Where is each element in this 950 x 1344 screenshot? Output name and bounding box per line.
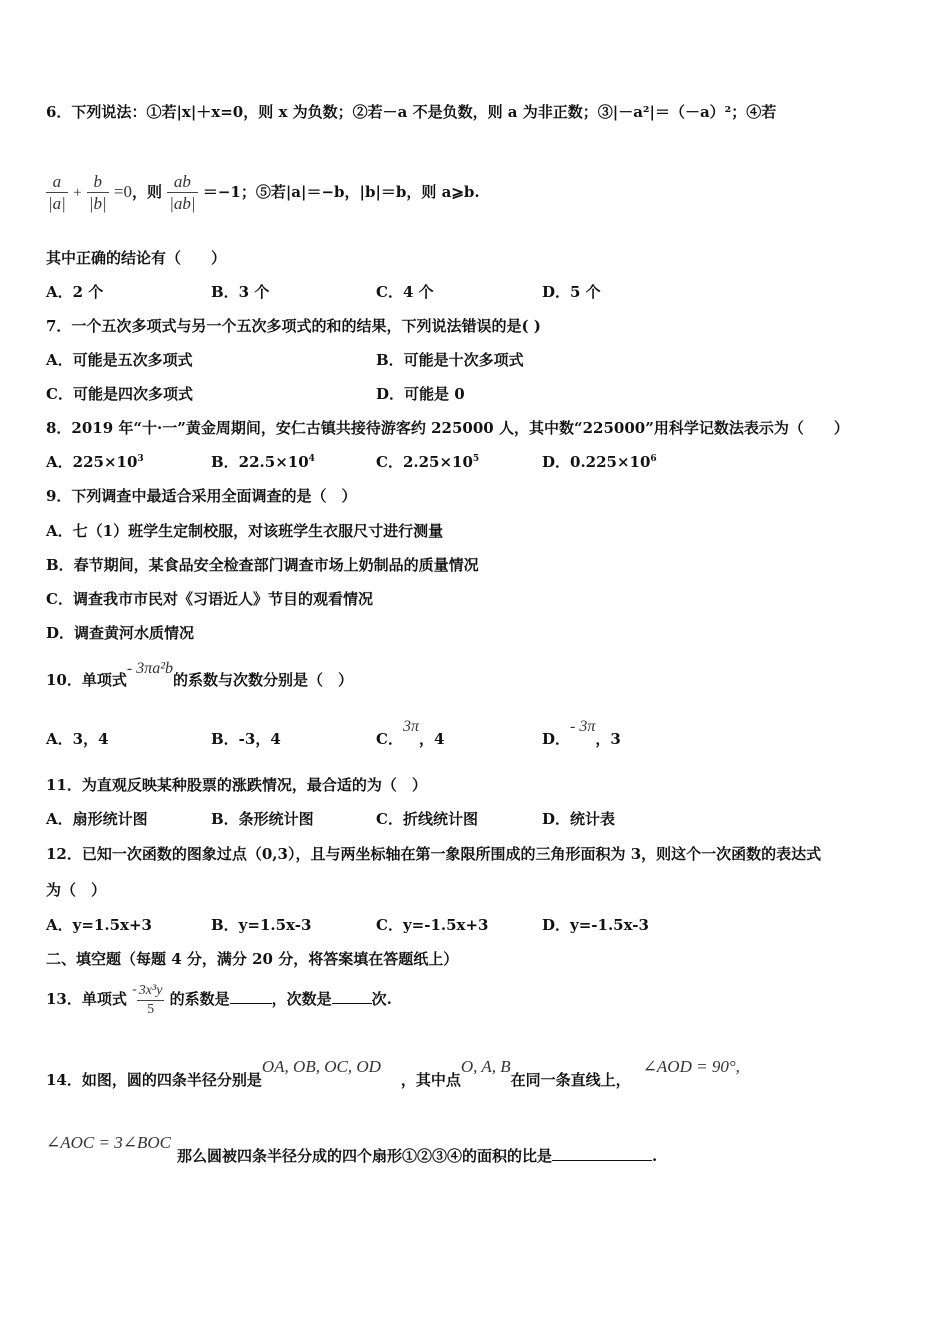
q10-option-c[interactable]: C．3π，4 — [376, 718, 445, 748]
q13-stem: 13．单项式 - $\frac{\text{3x³y}}{5}$ 的系数是 ，次数是 次. — [46, 982, 392, 1017]
q10-option-b[interactable]: B．-3，4 — [211, 730, 281, 748]
q10-option-a[interactable]: A．3，4 — [46, 730, 109, 748]
q12-option-c[interactable]: C．y=-1.5x+3 — [376, 916, 489, 934]
q14-radii: OA, OB, OC, OD — [261, 1057, 381, 1076]
q13-degree-blank[interactable] — [332, 1003, 372, 1004]
q9-option-d[interactable]: D．调查黄河水质情况 — [46, 624, 195, 642]
q8-option-d[interactable]: D．$0.225\times 10^6$ — [542, 453, 657, 471]
q14-angle-aod: ∠AOD = 90°, — [642, 1057, 740, 1076]
q9-option-c[interactable]: C．调查我市市民对《习语近人》节目的观看情况 — [46, 590, 373, 608]
q12-option-b[interactable]: B．y=1.5x-3 — [211, 916, 312, 934]
q7-option-c[interactable]: C．可能是四次多项式 — [46, 385, 193, 403]
section-fill-in-title: 二、填空题（每题 4 分，满分 20 分，将答案填在答题纸上） — [46, 950, 459, 968]
q11-option-c[interactable]: C．折线统计图 — [376, 810, 478, 828]
q9-option-a[interactable]: A．七（1）班学生定制校服，对该班学生衣服尺寸进行测量 — [46, 522, 444, 540]
q6-stem: 其中正确的结论有（ ） — [46, 249, 227, 267]
q8-option-c[interactable]: C．$2.25\times 10^5$ — [376, 453, 480, 471]
q7-stem: 7．一个五次多项式与另一个五次多项式的和的结果，下列说法错误的是( ) — [46, 317, 541, 335]
q6-option-b[interactable]: B．3 个 — [211, 283, 270, 301]
q9-option-b[interactable]: B．春节期间，某食品安全检查部门调查市场上奶制品的质量情况 — [46, 556, 479, 574]
q12-stem-line1: 12．已知一次函数的图象过点（0,3），且与两坐标轴在第一象限所围成的三角形面积为 3，则这个一次函数的表达式 — [46, 845, 822, 863]
q6-option-d[interactable]: D．5 个 — [542, 283, 601, 301]
q7-option-a[interactable]: A．可能是五次多项式 — [46, 351, 193, 369]
q11-stem: 11．为直观反映某种股票的涨跌情况，最合适的为（ ） — [46, 776, 427, 794]
q6-option-c[interactable]: C．4 个 — [376, 283, 434, 301]
fraction-ab: $\frac{ab}{|ab|}$ — [169, 171, 196, 213]
q13-coefficient-blank[interactable] — [230, 1003, 272, 1004]
q12-option-a[interactable]: A．y=1.5x+3 — [46, 916, 152, 934]
q9-stem: 9．下列调查中最适合采用全面调查的是（ ） — [46, 487, 357, 505]
q8-option-a[interactable]: A．$225\times 10^3$ — [46, 453, 144, 471]
q14-angle-aoc: ∠AOC = 3∠BOC — [46, 1133, 171, 1152]
q8-stem: 8．2019 年“十·一”黄金周期间，安仁古镇共接待游客约 225000 人，其中数“225000”用科学记数法表示为（ ） — [46, 419, 849, 437]
q11-option-d[interactable]: D．统计表 — [542, 810, 616, 828]
q14-stem-line2: ∠AOC = 3∠BOC那么圆被四条半径分成的四个扇形①②③④的面积的比是 . — [46, 1133, 658, 1165]
q12-option-d[interactable]: D．y=-1.5x-3 — [542, 916, 649, 934]
q11-option-b[interactable]: B．条形统计图 — [211, 810, 314, 828]
q14-ratio-blank[interactable] — [552, 1160, 652, 1161]
q13-fraction: $\frac{\text{3x³y}}{5}$ — [138, 982, 163, 1017]
q7-option-d[interactable]: D．可能是 0 — [376, 385, 465, 403]
q6-line1: 6．下列说法：①若|x|＋x=0，则 x 为负数；②若－a 不是负数，则 a 为非正数；③|－a²|＝（－a）²；④若 — [46, 103, 777, 121]
q8-option-b[interactable]: B．$22.5\times 10^4$ — [211, 453, 315, 471]
q12-stem-line2: 为（ ） — [46, 881, 107, 899]
q14-points: O, A, B — [460, 1057, 511, 1076]
q7-option-b[interactable]: B．可能是十次多项式 — [376, 351, 524, 369]
q10-stem: 10．单项式- 3πa²b的系数与次数分别是（ ） — [46, 660, 354, 689]
q11-option-a[interactable]: A．扇形统计图 — [46, 810, 148, 828]
fraction-b: $\frac{b}{|b|}$ — [88, 171, 107, 213]
q6-option-a[interactable]: A．2 个 — [46, 283, 104, 301]
fraction-a: $\frac{a}{|a|}$ — [48, 171, 66, 213]
q10-monomial: - 3πa²b — [126, 660, 174, 677]
q6-formula-line: $\frac{a}{|a|}$ + $\frac{b}{|b|}$ =0，则 $\frac{ab}{|ab|}$ ＝−1；⑤若|a|＝−b，|b|＝b，则 a⩾b. — [48, 171, 480, 213]
q10-option-d[interactable]: D．- 3π，3 — [542, 718, 621, 748]
q14-stem-line1: 14．如图，圆的四条半径分别是OA, OB, OC, OD，其中点O, A, B在同一条直线上，∠AOD = 90°, — [46, 1057, 740, 1089]
